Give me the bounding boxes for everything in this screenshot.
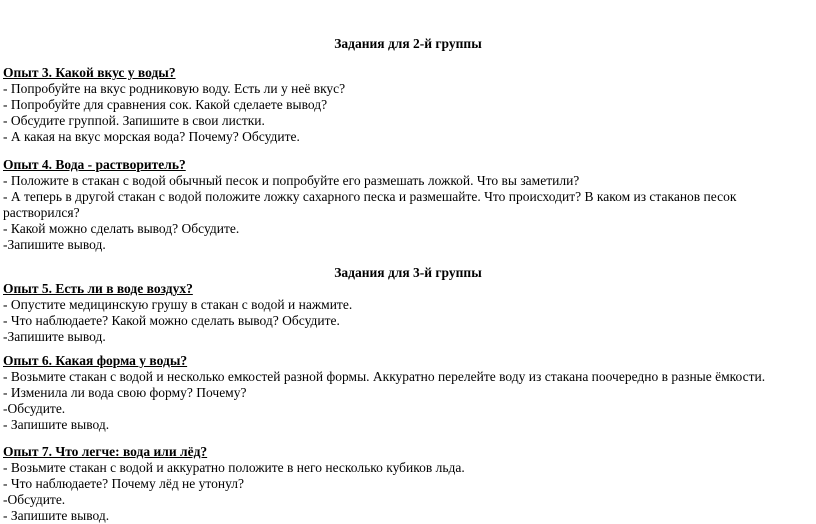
group-3-heading: Задания для 3-й группы bbox=[334, 265, 482, 280]
experiment-3 bbox=[3, 65, 808, 145]
experiment-6-line-4: - Запишите вывод. bbox=[3, 417, 110, 432]
experiment-4-line-2: - А теперь в другой стакан с водой положите ложку сахарного песка и размешайте. Что происходит? В каком из стаканов песок растворился? bbox=[3, 189, 737, 220]
experiment-3-line-1: - Попробуйте на вкус родниковую воду. Есть ли у неё вкус? bbox=[3, 81, 346, 96]
experiment-3-line-2: - Попробуйте для сравнения сок. Какой сделаете вывод? bbox=[3, 97, 328, 112]
experiment-5-line-3: -Запишите вывод. bbox=[3, 329, 106, 344]
experiment-4-line-1: - Положите в стакан с водой обычный песок и попробуйте его размешать ложкой. Что вы заметили? bbox=[3, 173, 580, 188]
experiment-5-title: Опыт 5. Есть ли в воде воздух? bbox=[3, 281, 193, 296]
group-2-heading: Задания для 2-й группы bbox=[334, 36, 482, 51]
experiment-5-line-2: - Что наблюдаете? Какой можно сделать вывод? Обсудите. bbox=[3, 313, 340, 328]
experiment-7-line-4: - Запишите вывод. bbox=[3, 508, 110, 523]
experiment-6-title: Опыт 6. Какая форма у воды? bbox=[3, 353, 188, 368]
experiment-4-title: Опыт 4. Вода - растворитель? bbox=[3, 157, 186, 172]
experiment-7-line-3: -Обсудите. bbox=[3, 492, 66, 507]
experiment-4 bbox=[3, 157, 808, 253]
experiment-7-line-1: - Возьмите стакан с водой и аккуратно положите в него несколько кубиков льда. bbox=[3, 460, 465, 475]
experiment-7 bbox=[3, 444, 808, 524]
experiment-5-line-1: - Опустите медицинскую грушу в стакан с водой и нажмите. bbox=[3, 297, 353, 312]
experiment-5 bbox=[3, 281, 808, 345]
experiment-4-line-4: -Запишите вывод. bbox=[3, 237, 106, 252]
experiment-3-title: Опыт 3. Какой вкус у воды? bbox=[3, 65, 176, 80]
experiment-7-title: Опыт 7. Что легче: вода или лёд? bbox=[3, 444, 208, 459]
experiment-6-line-2: - Изменила ли вода свою форму? Почему? bbox=[3, 385, 247, 400]
experiment-6-line-3: -Обсудите. bbox=[3, 401, 66, 416]
experiment-7-line-2: - Что наблюдаете? Почему лёд не утонул? bbox=[3, 476, 244, 491]
experiment-4-line-3: - Какой можно сделать вывод? Обсудите. bbox=[3, 221, 240, 236]
experiment-6-line-1: - Возьмите стакан с водой и несколько емкостей разной формы. Аккуратно перелейте воду из стакана поочередно в разные ёмкости. bbox=[3, 369, 766, 384]
experiment-3-line-3: - Обсудите группой. Запишите в свои листки. bbox=[3, 113, 265, 128]
experiment-6 bbox=[3, 353, 808, 433]
experiment-3-line-4: - А какая на вкус морская вода? Почему? Обсудите. bbox=[3, 129, 300, 144]
